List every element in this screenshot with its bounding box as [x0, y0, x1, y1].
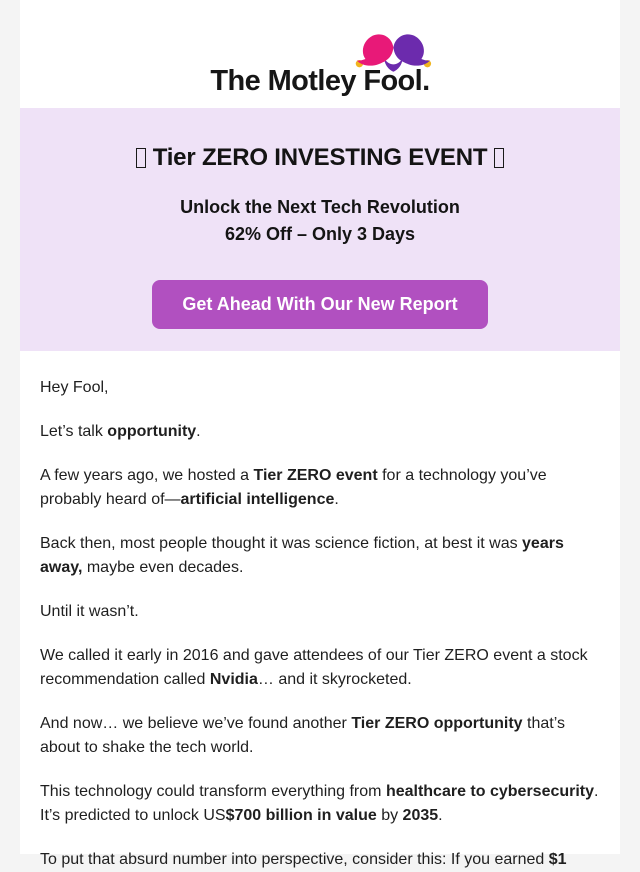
paragraph	[40, 848, 600, 872]
text: Back then, most people thought it was science fiction, at best it was	[40, 535, 523, 552]
cta-button[interactable]: Get Ahead With Our New Report	[152, 280, 487, 329]
text: … and it skyrocketed.	[257, 671, 412, 688]
text: And now… we believe we’ve found another	[40, 715, 352, 732]
paragraph	[40, 600, 600, 624]
text: Hey Fool,	[40, 379, 109, 396]
paragraph	[40, 644, 600, 692]
bold-text: Nvidia	[209, 671, 258, 688]
bold-text: healthcare to cybersecurity	[385, 783, 595, 800]
bold-text: $1	[548, 851, 567, 868]
text: .	[196, 423, 201, 440]
text: Let’s talk	[40, 423, 108, 440]
text: . It’s predicted to unlock US	[40, 783, 599, 824]
paragraph	[40, 464, 600, 512]
motley-fool-logo[interactable]	[210, 65, 429, 98]
banner-subtitle	[40, 194, 600, 248]
text: .	[438, 807, 443, 824]
paragraph	[40, 712, 600, 760]
banner-subtitle-line1: Unlock the Next Tech Revolution	[180, 197, 460, 217]
email-container	[20, 0, 620, 868]
text: that’s about to shake the tech world.	[40, 715, 565, 756]
text: Until it wasn’t.	[40, 603, 139, 620]
paragraph	[40, 420, 600, 444]
paragraph	[40, 532, 600, 580]
paragraph	[40, 780, 600, 828]
paragraph	[40, 376, 600, 400]
banner-subtitle-line2: 62% Off – Only 3 Days	[224, 224, 416, 244]
text: .	[334, 491, 339, 508]
banner-title	[40, 144, 600, 172]
bold-text: $700 billion in value	[225, 807, 377, 824]
bold-text: 2035	[402, 807, 439, 824]
text: by	[376, 807, 403, 824]
text: A few years ago, we hosted a	[40, 467, 254, 484]
text: To put that absurd number into perspective, consider this: If you earned	[40, 851, 549, 868]
text: maybe even decades.	[82, 559, 244, 576]
bold-text: Tier ZERO opportunity	[351, 715, 523, 732]
promo-banner	[20, 108, 620, 351]
missing-glyph-box	[494, 148, 504, 168]
email-body	[20, 351, 620, 872]
bold-text: years away,	[40, 535, 564, 576]
banner-title-text: Tier ZERO INVESTING EVENT	[152, 144, 488, 171]
bold-text: opportunity	[107, 423, 197, 440]
text: for a technology you’ve probably heard of—	[40, 467, 547, 508]
bold-text: artificial intelligence	[180, 491, 335, 508]
text: We called it early in 2016 and gave attendees of our Tier ZERO event a stock recommendation called	[40, 647, 588, 688]
email-header	[20, 0, 620, 108]
logo-text: The Motley Fool.	[210, 65, 430, 97]
missing-glyph-box	[136, 148, 146, 168]
text: This technology could transform everything from	[40, 783, 386, 800]
bold-text: Tier ZERO event	[253, 467, 378, 484]
